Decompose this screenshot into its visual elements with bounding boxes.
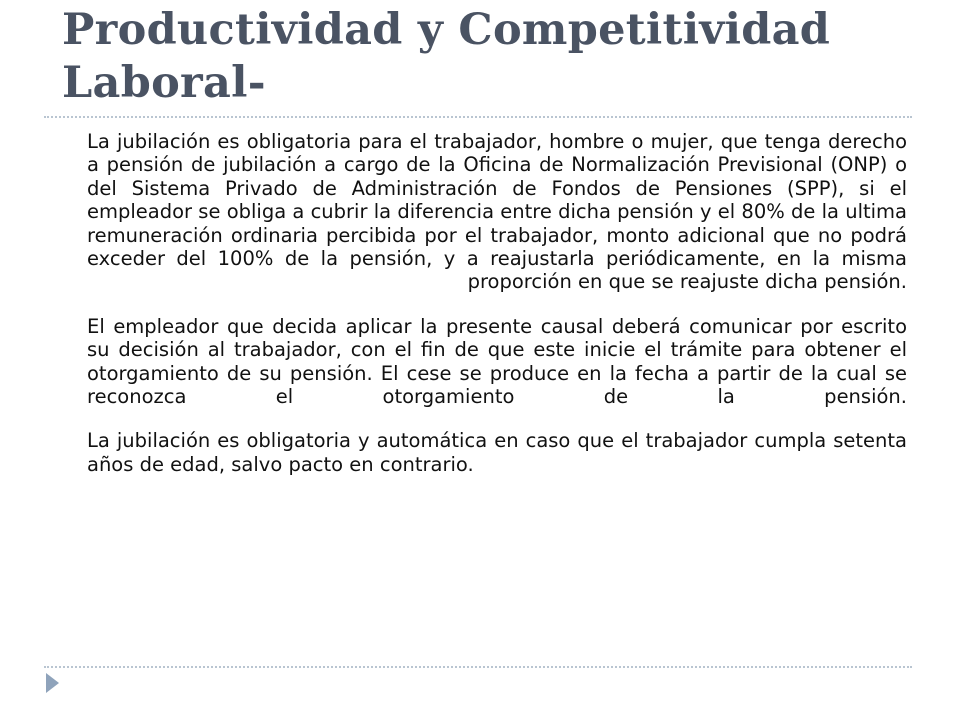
- slide-title-line2: Laboral: [62, 58, 248, 108]
- top-divider: [44, 116, 912, 118]
- paragraph-1: La jubilación es obligatoria para el trabajador, hombre o mujer, que tenga derecho a pensión de jubilación a cargo de la Oficina de Normalización Previsional (ONP) o del Sistema Privado de Administración de Fondos de Pensiones (SPP), si el empleador se obliga a cubrir la diferencia entre dicha pensión y el 80% de la ultima remuneración ordinaria percibida por el trabajador, monto adicional que no podrá exceder del 100% de la pensión, y a reajustarla periódicamente, en la misma proporción en que se reajuste dicha pensión.: [87, 130, 907, 294]
- slide-title-suffix: -: [247, 58, 266, 108]
- slide-title-line1: Productividad y Competitividad: [62, 5, 831, 55]
- slide-title: [62, 4, 922, 110]
- paragraph-2: El empleador que decida aplicar la presente causal deberá comunicar por escrito su decisión al trabajador, con el fin de que este inicie el trámite para obtener el otorgamiento de su pensión. El cese se produce en la fecha a partir de la cual se reconozca el otorgamiento de la pensión.: [87, 314, 907, 409]
- paragraph-3: La jubilación es obligatoria y automática en caso que el trabajador cumpla setenta años de edad, salvo pacto en contrario.: [87, 429, 907, 476]
- triangle-right-icon: [46, 673, 59, 693]
- bottom-divider: [44, 666, 912, 668]
- slide-body: [87, 130, 907, 497]
